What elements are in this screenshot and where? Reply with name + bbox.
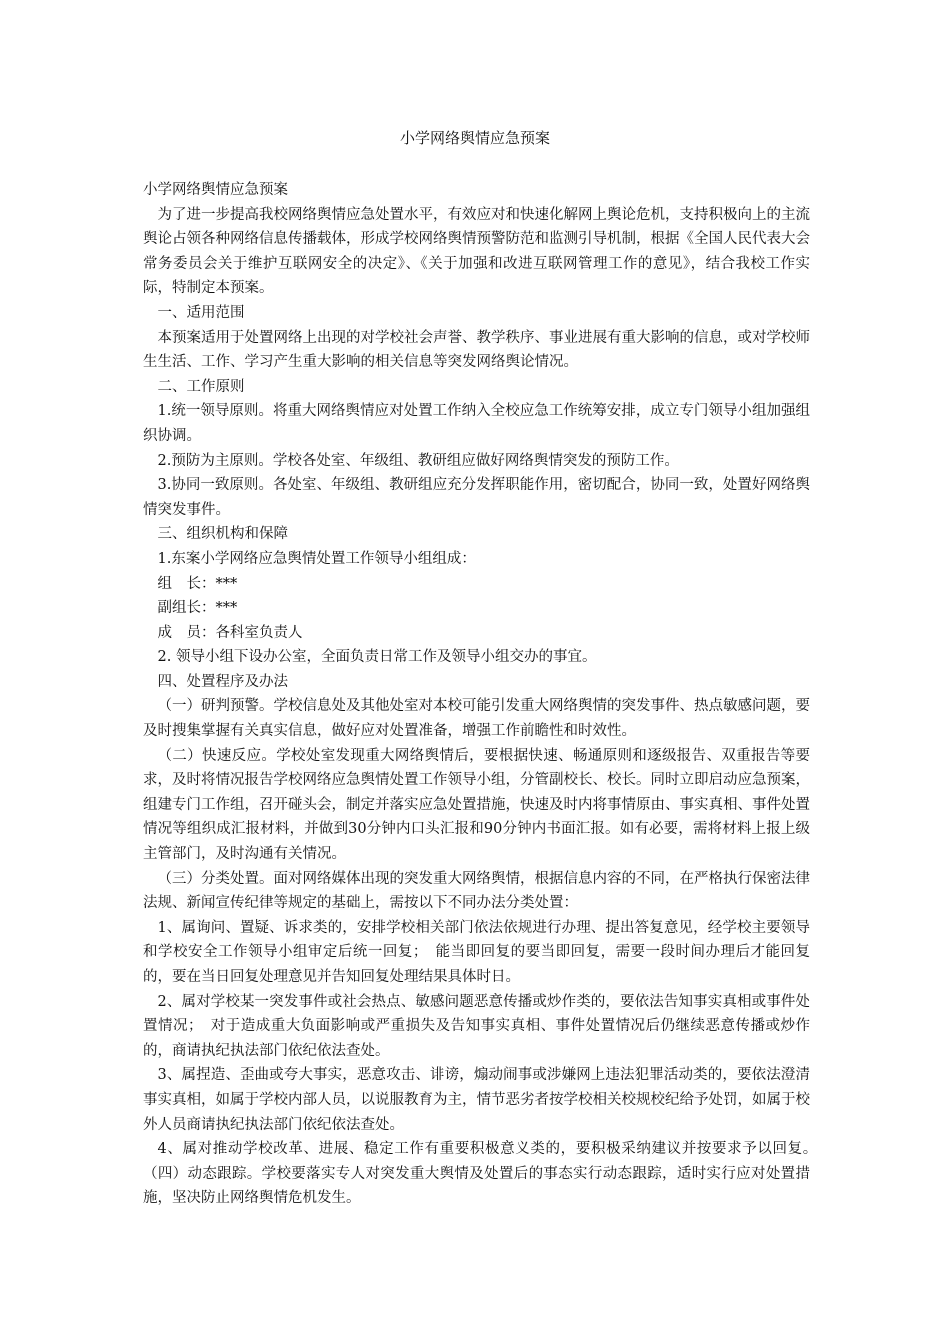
- organization-leader: 组 长：***: [157, 575, 238, 592]
- scope-paragraph: 本预案适用于处置网络上出现的对学校社会声誉、教学秩序、事业进展有重大影响的信息，或对学校师生生活、工作、学习产生重大影响的相关信息等突发网络舆论情况。: [143, 329, 810, 371]
- classification-item-3: 3、属捏造、歪曲或夸大事实，恶意攻击、诽谤，煽动闹事或涉嫌网上违法犯罪活动类的，要依法澄清事实真相，如属于学校内部人员，以说服教育为主，情节恶劣者按学校相关校规校纪给予处罚，如属于校外人员商请执纪执法部门依纪依法查处。: [143, 1067, 810, 1133]
- section-heading-principles: 二、工作原则: [157, 378, 245, 395]
- organization-item-1: 1.东案小学网络应急舆情处置工作领导小组组成：: [157, 550, 476, 567]
- principle-1: 1.统一领导原则。将重大网络舆情应对处置工作纳入全校应急工作统筹安排，成立专门领导小组加强组织协调。: [143, 403, 810, 444]
- organization-members: 成 员：各科室负责人: [157, 624, 303, 641]
- section-heading-scope: 一、适用范围: [157, 304, 245, 321]
- procedure-classification: （三）分类处置。面对网络媒体出现的突发重大网络舆情，根据信息内容的不同，在严格执行保密法律法规、新闻宣传纪律等规定的基础上，需按以下不同办法分类处置：: [143, 870, 810, 912]
- procedure-rapid-response: （二）快速反应。学校处室发现重大网络舆情后，要根据快速、畅通原则和逐级报告、双重报告等要求，及时将情况报告学校网络应急舆情处置工作领导小组，分管副校长、校长。同时立即启动应急预案，组建专门工作组，召开碰头会，制定并落实应急处置措施，快速及时内将事情原由、事实真相、事件处置情况等组织成汇报材料，并做到30分钟内口头汇报和90分钟内书面汇报。如有必要，需将材料上报上级主管部门，及时沟通有关情况。: [143, 747, 810, 863]
- section-heading-procedures: 四、处置程序及办法: [157, 673, 288, 690]
- classification-item-4: 4、属对推动学校改革、进展、稳定工作有重要积极意义类的，要积极采纳建议并按要求予以回复。 （四）动态跟踪。学校要落实专人对突发重大舆情及处置后的事态实行动态跟踪，适时实行应对处置措施，坚决防止网络舆情危机发生。: [143, 1141, 825, 1207]
- principle-2: 2.预防为主原则。学校各处室、年级组、教研组应做好网络舆情突发的预防工作。: [157, 452, 679, 469]
- classification-item-1: 1、属询问、置疑、诉求类的，安排学校相关部门依法依规进行办理、提出答复意见，经学校主要领导和学校安全工作领导小组审定后统一回复； 能当即回复的要当即回复，需要一段时间办理后才能回复的，要在当日回复处理意见并告知回复处理结果具体时日。: [143, 919, 810, 985]
- classification-item-2: 2、属对学校某一突发事件或社会热点、敏感问题恶意传播或炒作类的，要依法告知事实真相或事件处置情况； 对于造成重大负面影响或严重损失及告知事实真相、事件处置情况后仍继续恶意传播或炒作的，商请执纪执法部门依纪依法查处。: [143, 993, 810, 1059]
- document-body: [143, 178, 825, 1211]
- document-title: 小学网络舆情应急预案: [399, 129, 550, 147]
- subtitle-line: 小学网络舆情应急预案: [143, 182, 288, 198]
- section-heading-organization: 三、组织机构和保障: [157, 526, 288, 543]
- intro-paragraph: 为了进一步提高我校网络舆情应急处置水平，有效应对和快速化解网上舆论危机，支持积极向上的主流舆论占领各种网络信息传播载体，形成学校网络舆情预警防范和监测引导机制，根据《全国人民代表大会常务委员会关于维护互联网安全的决定》、《关于加强和改进互联网管理工作的意见》，结合我校工作实际，特制定本预案。: [143, 206, 810, 297]
- organization-item-2: 2. 领导小组下设办公室，全面负责日常工作及领导小组交办的事宜。: [157, 649, 597, 666]
- principle-3: 3.协同一致原则。各处室、年级组、教研组应充分发挥职能作用，密切配合，协同一致，处置好网络舆情突发事件。: [143, 477, 810, 518]
- organization-deputy-leader: 副组长：***: [157, 600, 238, 617]
- procedure-warning: （一）研判预警。学校信息处及其他处室对本校可能引发重大网络舆情的突发事件、热点敏感问题，要及时搜集掌握有关真实信息，做好应对处置准备，增强工作前瞻性和时效性。: [143, 698, 810, 740]
